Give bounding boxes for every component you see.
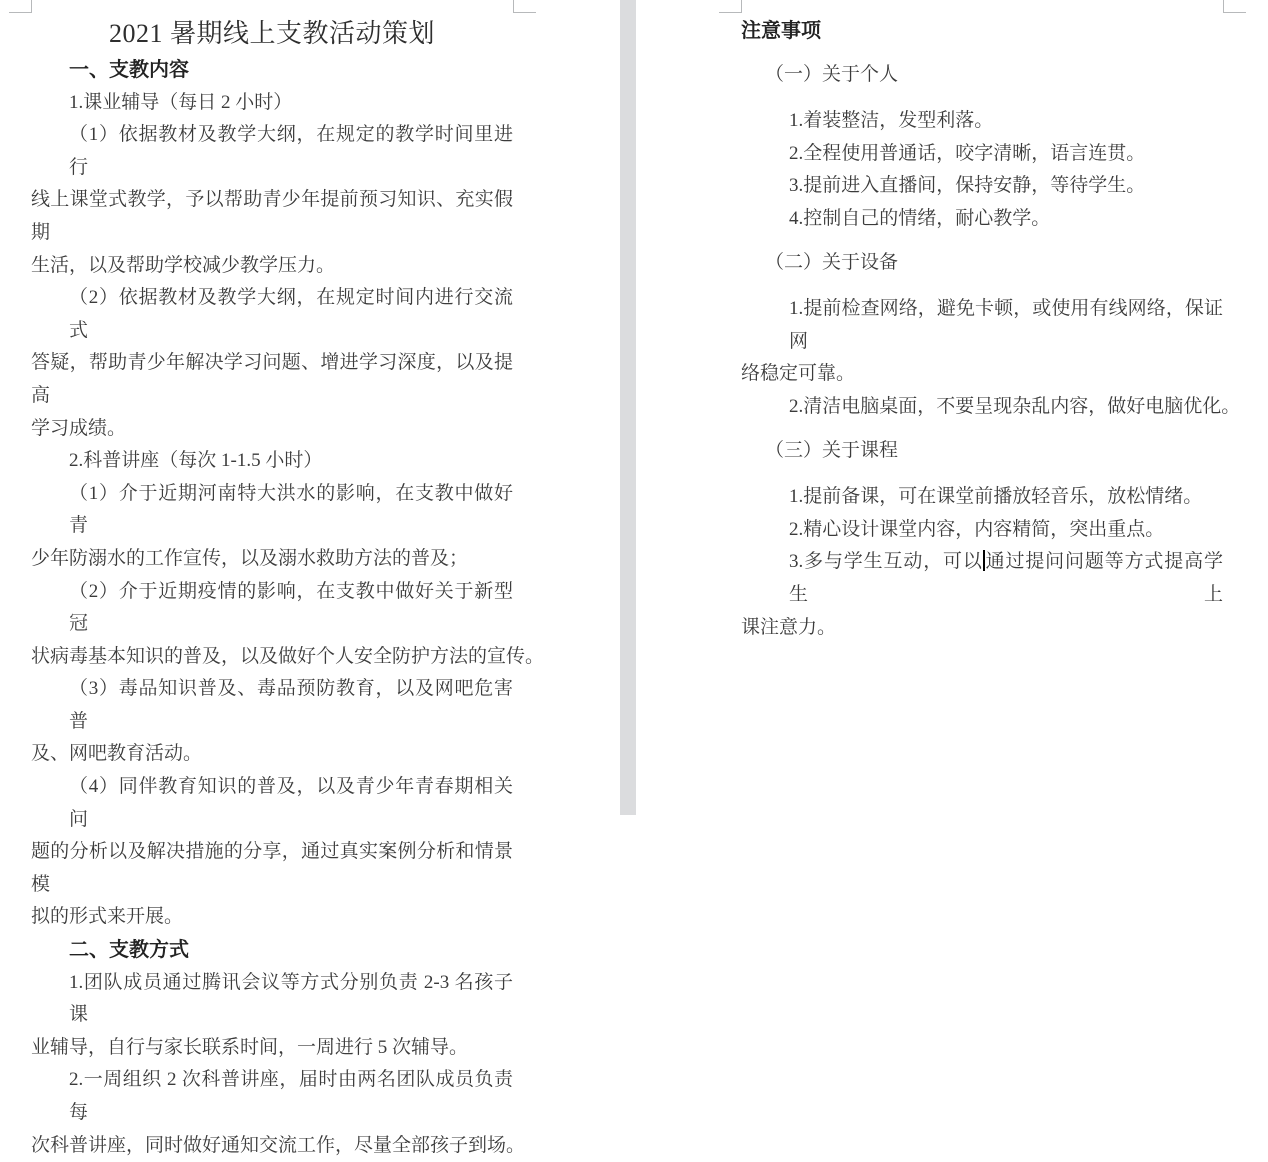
text-line[interactable]: （1）介于近期河南特大洪水的影响，在支教中做好青 [69,482,513,537]
text-line[interactable]: 3.提前进入直播间，保持安静，等待学生。 [789,175,1146,197]
text-line[interactable]: 2.精心设计课堂内容，内容精简，突出重点。 [789,518,1165,540]
text-line[interactable]: 课注意力。 [741,616,837,638]
text-line[interactable]: 4.控制自己的情绪，耐心教学。 [789,207,1051,229]
text-line[interactable]: 状病毒基本知识的普及，以及做好个人安全防护方法的宣传。 [31,645,545,667]
text-line[interactable]: 少年防溺水的工作宣传，以及溺水救助方法的普及； [31,547,469,569]
text-line[interactable]: 业辅导，自行与家长联系时间，一周进行 5 次辅导。 [31,1036,469,1058]
section-heading[interactable]: 注意事项 [741,20,821,42]
text-line[interactable]: 生活，以及帮助学校减少教学压力。 [31,254,336,276]
crop-mark-left-page-top-left [9,0,32,13]
text-line[interactable]: 拟的形式来开展。 [31,906,184,928]
text-line[interactable]: 1.提前备课，可在课堂前播放轻音乐，放松情绪。 [789,486,1203,508]
text-line[interactable]: 络稳定可靠。 [741,363,856,385]
crop-mark-right-page-top-right [1223,0,1246,13]
text-line[interactable]: 及、网吧教育活动。 [31,743,203,765]
text-line[interactable]: （2）介于近期疫情的影响，在支教中做好关于新型冠 [69,580,513,635]
text-line[interactable]: 2.全程使用普通话，咬字清晰，语言连贯。 [789,142,1146,164]
text-before-cursor: 3.多与学生互动，可以 [789,551,983,573]
sub-heading[interactable]: （三）关于课程 [765,439,899,461]
sub-heading[interactable]: （二）关于设备 [765,251,899,273]
text-line[interactable]: 2.清洁电脑桌面，不要呈现杂乱内容，做好电脑优化。 [789,395,1241,417]
text-line[interactable]: 2.科普讲座（每次 1-1.5 小时） [69,450,323,472]
text-line[interactable]: 学习成绩。 [31,417,127,439]
section-heading[interactable]: 一、支教内容 [69,59,189,81]
text-line[interactable]: （1）依据教材及教学大纲，在规定的教学时间里进行 [69,124,513,178]
text-line[interactable]: 2.一周组织 2 次科普讲座，届时由两名团队成员负责每 [69,1069,513,1123]
text-line[interactable]: 1.提前检查网络，避免卡顿，或使用有线网络，保证网 [789,298,1223,352]
text-line[interactable]: （2）依据教材及教学大纲，在规定时间内进行交流式 [69,287,513,341]
text-line[interactable]: 1.课业辅导（每日 2 小时） [69,91,293,113]
section-heading[interactable]: 二、支教方式 [69,939,189,962]
page-gap [620,0,636,815]
text-line[interactable] [741,546,1223,611]
text-line[interactable]: 线上课堂式教学，予以帮助青少年提前预习知识、充实假期 [31,189,513,243]
left-page-text-area[interactable] [31,13,545,1162]
text-line[interactable]: （4）同伴教育知识的普及，以及青少年青春期相关问 [69,776,513,830]
text-line[interactable]: 题的分析以及解决措施的分享，通过真实案例分析和情景模 [31,841,513,895]
text-line[interactable]: 1.着装整洁，发型利落。 [789,110,994,132]
crop-mark-left-page-top-right [513,0,536,13]
document-title[interactable]: 2021 暑期线上支教活动策划 [108,19,435,48]
text-line[interactable]: 次科普讲座，同时做好通知交流工作，尽量全部孩子到场。 [31,1134,526,1156]
text-after-cursor: 通过提问问题等方式提高学生上 [789,551,1223,605]
text-line[interactable]: 答疑，帮助青少年解决学习问题、增进学习深度，以及提高 [31,352,513,406]
sub-heading[interactable]: （一）关于个人 [765,63,899,85]
right-page-text-area[interactable] [741,15,1241,644]
text-line[interactable]: 1.团队成员通过腾讯会议等方式分别负责 2-3 名孩子课 [69,971,513,1026]
text-line[interactable]: （3）毒品知识普及、毒品预防教育，以及网吧危害普 [69,678,513,732]
crop-mark-right-page-top-left [719,0,742,13]
